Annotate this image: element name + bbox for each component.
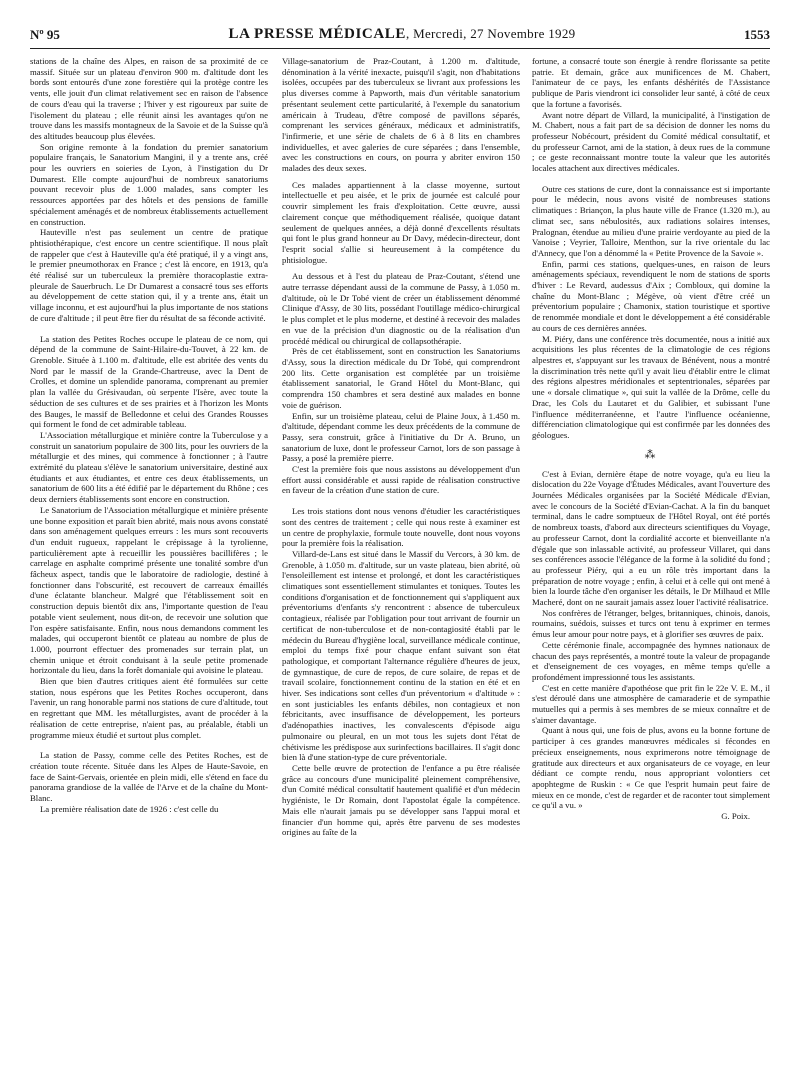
journal-title-line — [229, 26, 576, 48]
paragraph: Quant à nous qui, une fois de plus, avons eu la bonne fortune de participer à ces grandes manœuvres médicales si fécondes en précieux enseignements, nous exprimerons notre témoignage de gratitude aux directeurs et aux organisateurs de ce voyage, en leur dédiant ce compte rendu, nous appropriant volontiers cet apophtegme de Ruskin : « Ce que l'esprit humain peut faire de mieux en ce monde, c'est de regarder et de raconter tout simplement ce qu'il a vu. » — [532, 725, 770, 811]
paragraph: Villard-de-Lans est situé dans le Massif du Vercors, à 30 km. de Grenoble, à 1.050 m. d'altitude, sur un vaste plateau, bien abrité, où l'ensoleillement est intense et prolongé, et dont les caractéristiques climatiques sont essentiellement stimulantes et toniques. Toutes les conditions d'organisation et de fonctionnement qui s'appliquent aux préventoriums d'enfants s'y rencontrent : absence de tuberculeux contagieux, réalisée par l'obligation pour tout arrivant de fournir un certificat de non-tuberculose et de non-contagiosité établi par le médecin du Bureau d'hygiène local, surveillance médicale continue, emploi du temps fixé pour chaque enfant suivant son état pathologique, et comportant l'alternance régulière d'heures de jeux, de gymnastique, de cure de repos, de cure solaire, de repas et de travail scolaire, fonctionnement continu de la station en été et en hiver. Ses indications sont celles d'un préventorium « d'altitude » : en sont justiciables les enfants débiles, non contagieux et non fébricitants, avec insuffisance de développement, les porteurs d'adénopathies inactives, les convalescents d'épisode aigu pulmonaire ou pleural, en un mot tous les sujets dont l'état de chétivisme les prédispose aux surinfections bacillaires. Il s'agit donc bien là d'une station-type de cure préventoriale. — [282, 548, 520, 763]
page-number: 1553 — [744, 27, 770, 42]
paragraph: Avant notre départ de Villard, la municipalité, à l'instigation de M. Chabert, nous a fait part de sa décision de donner les noms du professeur Nobécourt, président du Comité médical consultatif, et du professeur Carnot, ami de la station, à deux rues de la commune ; ce geste reconnaissant montre toute la valeur que les autorités locales attachent aux directives médicales. — [532, 109, 770, 174]
paragraph: C'est à Evian, dernière étape de notre voyage, qu'a eu lieu la dislocation du 22e Voyage d'Études Médicales, avant l'ouverture des Journées Médicales organisées par la Société Médicale d'Evian, avec le concours de la Société d'Evian-Cachat. A la fin du banquet terminal, dans le cadre somptueux de l'Hôtel Royal, ont été portés de nombreux toasts, d'abord aux directeurs scientifiques du Voyage, au professeur Carnot, dont la cordialité accorte et bienveillante n'a d'égale que son inlassable activité, au professeur Villaret, qui dans ses conférences associe l'élégance de la forme à la solidité du fond ; au professeur Piéry, qui a eu un rôle très important dans la préparation de notre voyage ; enfin, à celui et à celle qui ont mené à bien la lourde tâche d'en organiser les détails, le Dr Milhaud et Mlle Macheré, dont on ne saurait jamais assez louer l'activité réalisatrice. — [532, 468, 770, 608]
paragraph: Bien que bien d'autres critiques aient été formulées sur cette station, nous espérons que les Petites Roches occuperont, dans l'avenir, un rang honorable parmi nos stations de cure d'altitude, tout en regrettant que MM. les métallurgistes, avant de procéder à la réalisation de cette entreprise, n'aient pas, au préalable, établi un programme mieux étudié et surtout plus complet. — [30, 676, 268, 740]
paragraph: Le Sanatorium de l'Association métallurgique et minière présente une bonne exposition et paraît bien abrité, mais nous avons constaté dans son aménagement quelques erreurs : les murs sont recouverts d'un enduit rugueux, rappelant le crépissage à la tyrolienne, particulièrement apte à recueillir les poussières bacillifères ; le carrelage en asphalte comprimé présente une tonalité sombre d'un fâcheux aspect, tandis que le laboratoire de radiologie, destiné à fonctionner dans l'obscurité, est recouvert de carreaux émaillés d'une éclatante blancheur. Malgré que l'établissement soit en construction depuis bientôt dix ans, l'importante question de l'eau potable vient seulement, nous dit-on, de recevoir une solution que l'on espère satisfaisante. Enfin, nous nous demandons comment les malades, qui occuperont bientôt ce plateau au nombre de plus de 1.000, pourront effectuer des promenades sur terrain plat, un chemin unique et étroit conduisant à la seule petite promenade horizontale du lieu, dans la forêt domaniale qui avoisine le plateau. — [30, 504, 268, 676]
journal-title: LA PRESSE MÉDICALE — [228, 26, 407, 42]
paragraph: C'est en cette manière d'apothéose que prit fin le 22e V. E. M., il s'est déroulé dans une atmosphère de camaraderie et de sympathie mutuelles qui a permis à ses membres de se mieux connaître et de s'aimer davantage. — [532, 682, 770, 725]
paragraph: Cette belle œuvre de protection de l'enfance a pu être réalisée grâce au concours d'une municipalité pleinement compréhensive, d'un Comité médical consultatif hautement qualifié et d'un médecin hygiéniste, le Dr Romain, dont l'apostolat égale la compétence. Mais elle n'aurait jamais pu se développer sans l'appui moral et financier d'un homme qui, après être parvenu de ses modestes origines au faîte de la — [282, 763, 520, 838]
paragraph: Cette cérémonie finale, accompagnée des hymnes nationaux de chacun des pays représentés, a montré toute la valeur de propagande et d'enseignement de ces voyages, en même temps qu'elle a profondément impressionné tous les assistants. — [532, 639, 770, 682]
section-separator: ⁂ — [644, 448, 658, 461]
paragraph: La station de Passy, comme celle des Petites Roches, est de création toute récente. Située dans les Alpes de Haute-Savoie, en face de Saint-Gervais, orientée en plein midi, elle s'étend en face du panorama grandiose de la vallée de l'Arve et de la chaîne du Mont-Blanc. — [30, 750, 268, 804]
paragraph: Son origine remonte à la fondation du premier sanatorium populaire français, le Sanatorium Mangini, il y a trente ans, créé pour les ouvriers en soieries de Lyon, à l'instigation du Dr Dumarest. Elle compte aujourd'hui de nombreux sanatoriums pouvant recevoir plus de 1.000 malades, sans compter les ressources apportées par des hôtels et des pensions de famille spécialement aménagés et de nombreux établissements actuellement en construction. — [30, 141, 268, 227]
column-left — [30, 56, 268, 815]
paragraph: stations de la chaîne des Alpes, en raison de sa proximité de ce massif. Située sur un plateau d'environ 900 m. d'altitude dont les bords sont entourés d'une zone forestière qui la protège contre les vents, elle jouit d'un climat relativement sec en raison de l'absence de cours d'eau qui la traverse ; l'hiver y est rigoureux par suite de l'isolement du plateau ; elle réunit ainsi les avantages qu'on ne trouve dans les massifs montagneux de la Savoie et de la Suisse qu'à des altitudes beaucoup plus élevées. — [30, 56, 269, 141]
issue-date: , Mercredi, 27 Novembre 1929 — [406, 26, 576, 41]
author-signature: G. Poix. — [721, 811, 750, 822]
paragraph: M. Piéry, dans une conférence très documentée, nous a initié aux acquisitions les plus récentes de la climatologie de ces régions alpestres et, s'appuyant sur les travaux de Bénévent, nous a montré la discrimination très nette qu'il y avait lieu d'établir entre le climat des régions alpestres méridionales et septentrionales, séparées par une « dorsale climatique », qui suit la vallée de la Drôme, celle du Drac, les Cols du Lautaret et du Galibier, et subissant l'une l'influence méditerranéenne, et l'autre l'influence océanienne, différenciation climatologique qui est confirmée par les données des géologues. — [532, 333, 770, 440]
paragraph: Hauteville n'est pas seulement un centre de pratique phtisiothérapique, c'est encore un centre scientifique. Il nous plaît de rappeler que c'est à Hauteville qu'a été pratiqué, il y a vingt ans, le premier pneumothorax en France ; c'est là encore, en 1913, qu'a été réalisé sur un tuberculeux la première thoracoplastie extra-pleurale de Sauerbruch. Le Dr Dumarest a consacré tous ses efforts au développement de cette station qui, il y a trente ans, était un village inconnu, et est aujourd'hui la plus importante de nos stations de cure d'altitude ; il peut être fier du résultat de sa féconde activité. — [30, 227, 268, 323]
paragraph: L'Association métallurgique et minière contre la Tuberculose y a construit un sanatorium populaire de 300 lits, pour les ouvriers de la métallurgie et des mines, qui commence à fonctionner ; à l'autre extrémité du plateau s'élève le sanatorium universitaire, destiné aux étudiants et aux étudiantes, et entre ces deux établissements, un sanatorium de 600 lits a été édifié par le département du Rhône ; ces deux derniers établissements sont encore en construction. — [30, 429, 268, 505]
paragraph: Les trois stations dont nous venons d'étudier les caractéristiques sont des centres de traitement ; celle qui nous reste à examiner est un centre de prophylaxie, formule toute nouvelle, dont nous voyons pour la première fois la réalisation. — [282, 506, 520, 549]
paragraph: Village-sanatorium de Praz-Coutant, à 1.200 m. d'altitude, dénomination à la vérité inexacte, puisqu'il s'agit, non d'habitations isolées, occupées par des tuberculeux se livrant aux professions les plus diverses comme à Papworth, mais d'un véritable sanatorium présentant seulement cette particularité, à l'exemple du sanatorium américain à Trudeau, d'être composé de pavillons séparés, comprenant les services généraux, médicaux et administratifs, l'infirmerie, et une série de chalets de 6 à 8 lits en chambres individuelles, et avec galeries de cure séparées ; dans l'ensemble, avec les constructions en cours, on pourra y abriter environ 150 malades des deux sexes. — [282, 56, 520, 174]
issue-number: Nº 95 — [30, 27, 60, 42]
page-header — [30, 18, 770, 49]
paragraph: Nos confrères de l'étranger, belges, britanniques, chinois, danois, roumains, suédois, suisses et turcs ont tenu à exprimer en termes émus leur amour pour notre pays, et à glorifier ses œuvres de paix. — [532, 607, 770, 640]
column-right — [532, 56, 770, 822]
paragraph: Près de cet établissement, sont en construction les Sanatoriums d'Assy, sous la direction médicale du Dr Tobé, qui comprendront 200 lits. Cette organisation est complétée par un troisième établissement sanatorial, le Grand Hôtel du Mont-Blanc, qui comprendra 150 chambres et sera destiné aux malades en bonne voie de guérison. — [282, 346, 520, 410]
paragraph: fortune, a consacré toute son énergie à rendre florissante sa petite patrie. Et demain, grâce aux munificences de M. Chabert, l'animateur de ce pays, les enfants déshérités de l'Assistance publique de Paris viendront ici consolider leur santé, à côté de ceux que la fortune a favorisés. — [532, 56, 770, 109]
paragraph: Enfin, parmi ces stations, quelques-unes, en raison de leurs aménagements spéciaux, revendiquent le nom de stations de sports d'hiver : Le Revard, audessus d'Aix ; Combloux, qui domine la chaîne du Mont-Blanc ; Mégève, où vient d'être créé un préventorium populaire ; Chamonix, station touristique et sportive de renommée mondiale et dont le développement a été considérable au cours de ces dernières années. — [532, 258, 770, 333]
paragraph: Au dessous et à l'est du plateau de Praz-Coutant, s'étend une autre terrasse dépendant aussi de la commune de Passy, à 1.050 m. d'altitude, où le Dr Tobé vient de créer un établissement dénommé Clinique d'Assy, de 30 lits, possédant l'outillage médico-chirurgical le plus complet et le plus moderne, et destiné à recevoir des malades en vue de la précision d'un diagnostic ou de la réalisation d'un procédé médical ou chirurgical de collapsothérapie. — [282, 271, 520, 346]
paragraph: La première réalisation date de 1926 : c'est celle du — [40, 803, 219, 814]
paragraph: Ces malades appartiennent à la classe moyenne, surtout intellectuelle et peu aisée, et le prix de journée est calculé pour couvrir simplement les frais d'exploitation. Cette œuvre, aussi clairement conçue que méthodiquement réalisée, quoique datant seulement de quelques années, a déjà donné d'excellents résultats qui font le plus grand honneur au Dr Davy, médecin-directeur, dont l'esprit social s'allie si heureusement à la compétence du phtisiologue. — [282, 179, 520, 265]
paragraph: Enfin, sur un troisième plateau, celui de Plaine Joux, à 1.450 m. d'altitude, dépendant comme les deux précédents de la commune de Passy, sera construit, grâce à l'initiative du Dr A. Bruno, un sanatorium de luxe, dont le professeur Carnot, lors de son passage à Passy, a posé la première pierre. — [282, 410, 520, 464]
paragraph: C'est la première fois que nous assistons au développement d'un effort aussi considérable et aussi rapide de réalisation constructive en faveur de la création d'une station de cure. — [282, 464, 520, 496]
paragraph: Outre ces stations de cure, dont la connaissance est si importante pour le médecin, nous avons visité de nombreuses stations climatiques : Briançon, la plus haute ville de France (1.320 m.), au climat sec, sans nébulosités, aux radiations solaires intenses, Pralognan, étendue au milieu d'une prairie verdoyante au pied de la Vanoise ; Veyrier, Talloire, Menthon, sur la rive orientale du lac d'Annecy, que l'on a dénommé la « Petite Provence de la Savoie ». — [532, 183, 770, 258]
paragraph: La station des Petites Roches occupe le plateau de ce nom, qui dépend de la commune de Saint-Hilaire-du-Touvet, à 22 km. de Grenoble. Située à 1.100 m. d'altitude, elle est abritée des vents du Nord par le massif de la Grande-Chartreuse, avec la Dent de Crolles, et domine un splendide panorama, comprenant au premier plan la vallée du Grésivaudan, où serpente l'Isère, avec toute la séduction de ses cultures et de ses prairies et à l'horizon les Monts des Bauges, le massif de Belledonne et celui des Grandes Rousses qui forment le fond de cet admirable tableau. — [30, 333, 268, 430]
column-middle — [282, 56, 520, 838]
